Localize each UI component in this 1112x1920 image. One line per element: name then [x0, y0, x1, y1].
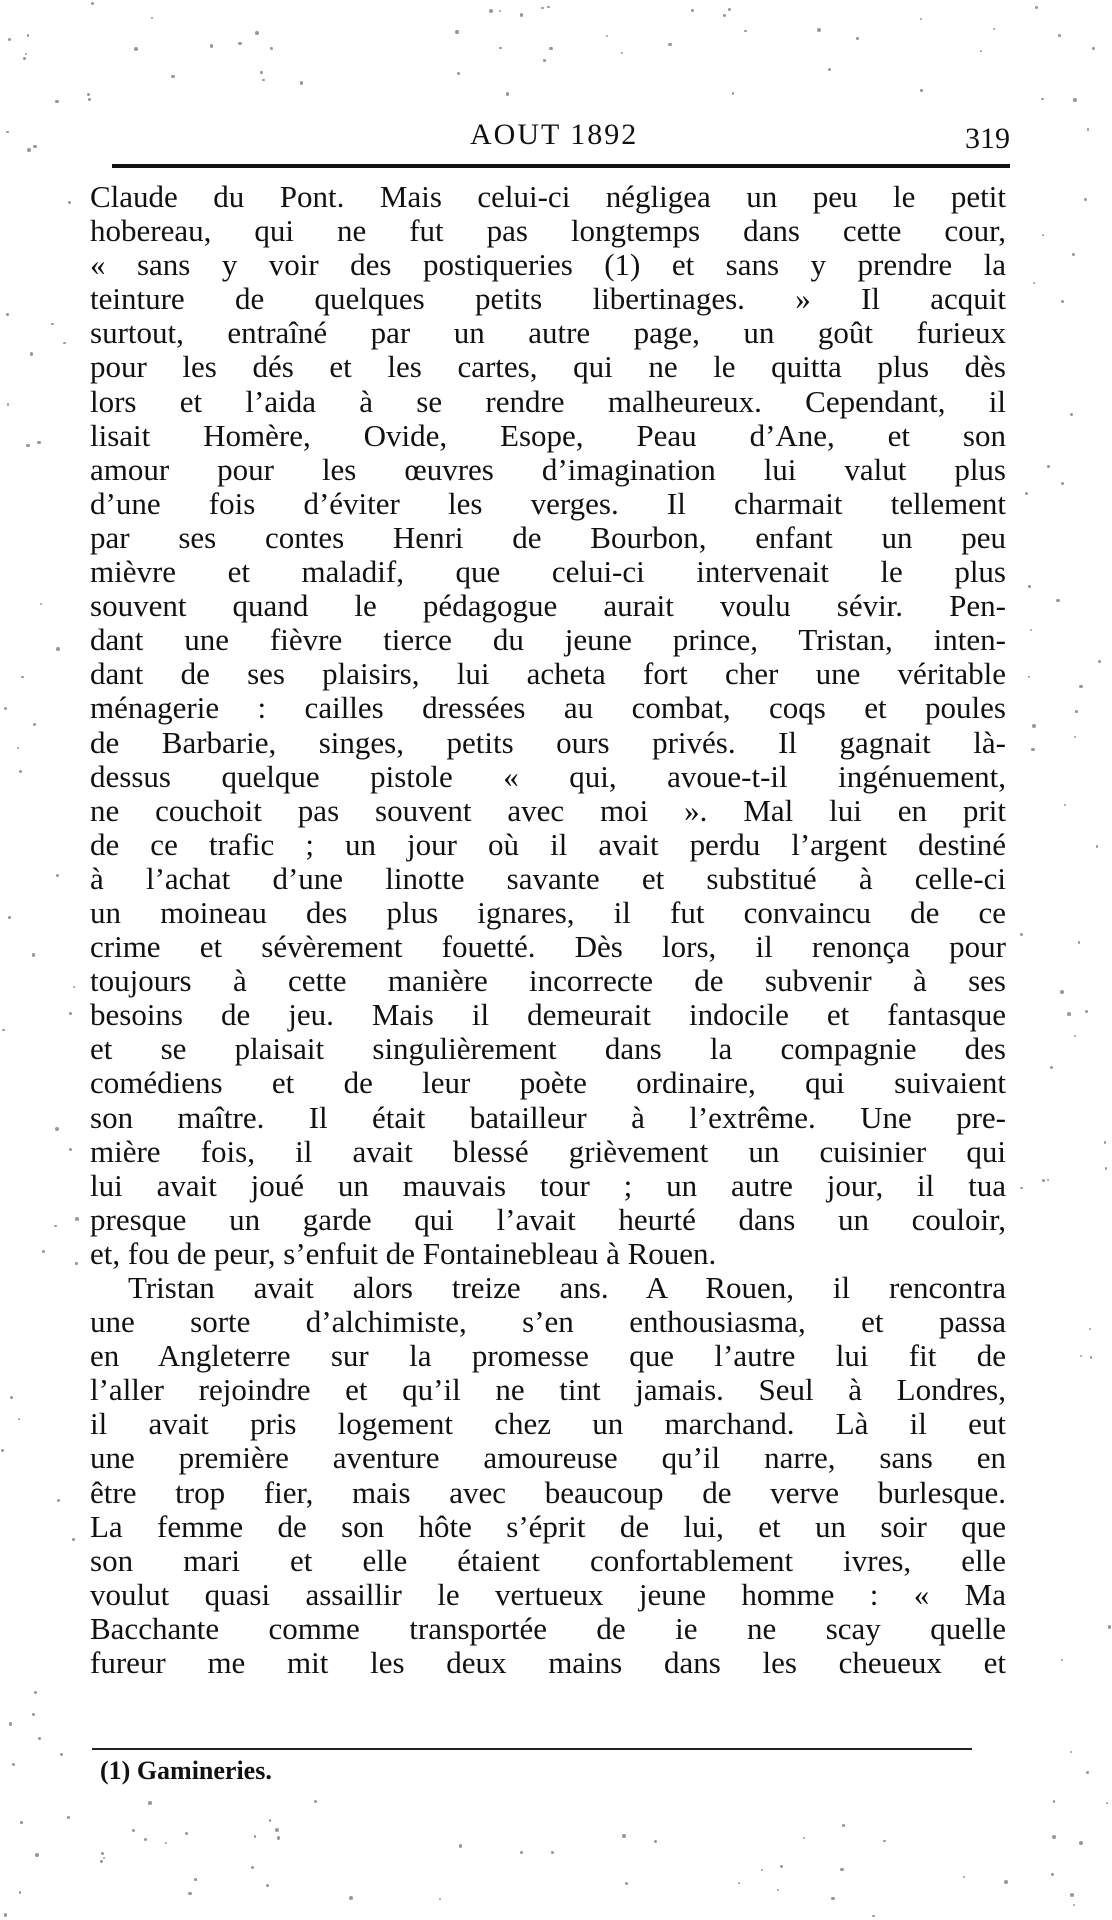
scan-speck: [1084, 198, 1087, 201]
text-line: La femme de son hôte s’éprit de lui, et un soir que: [90, 1508, 1006, 1544]
text-line: une sorte d’alchimiste, s’en enthousiasma, et passa: [90, 1304, 1006, 1340]
text-line: ménagerie : cailles dressées au combat, coqs et poules: [90, 690, 1006, 726]
scan-speck: [738, 1882, 740, 1884]
text-line: hobereau, qui ne fut pas longtemps dans cette cour,: [90, 213, 1006, 249]
scan-speck: [32, 1713, 35, 1716]
scan-speck: [439, 1898, 441, 1900]
scan-speck: [872, 1915, 874, 1917]
scan-speck: [723, 14, 725, 16]
scan-speck: [54, 1225, 57, 1228]
scan-speck: [1052, 1835, 1056, 1839]
text-line: pour les dés et les cartes, qui ne le quitta plus dès: [90, 349, 1006, 385]
scan-speck: [33, 145, 37, 149]
scan-speck: [499, 47, 502, 50]
scan-speck: [12, 1763, 15, 1766]
scan-speck: [1042, 234, 1045, 237]
scan-speck: [1073, 1904, 1075, 1906]
text-line: et se plaisait singulièrement dans la compagnie des: [90, 1031, 1006, 1067]
scan-speck: [26, 444, 29, 447]
text-line: souvent quand le pédagogue aurait voulu sévir. Pen-: [90, 588, 1006, 624]
scan-speck: [541, 7, 544, 10]
scan-speck: [40, 603, 42, 605]
scan-speck: [1092, 47, 1094, 49]
scan-speck: [455, 30, 459, 34]
scan-speck: [63, 342, 66, 345]
scan-speck: [520, 13, 524, 17]
scan-speck: [1073, 98, 1077, 102]
scan-speck: [37, 441, 40, 444]
text-line: une première aventure amoureuse qu’il narre, sans en: [90, 1440, 1006, 1476]
scan-speck: [269, 1819, 271, 1821]
scan-speck: [732, 92, 734, 94]
scan-speck: [963, 1876, 965, 1878]
scan-speck: [18, 1418, 21, 1421]
scan-speck: [27, 148, 31, 152]
scan-speck: [1028, 585, 1031, 588]
scan-speck: [777, 1889, 779, 1891]
scan-speck: [1070, 413, 1073, 416]
scan-speck: [254, 1835, 257, 1838]
text-line: mière fois, il avait blessé grièvement un cuisinier qui: [90, 1133, 1006, 1169]
scan-speck: [6, 313, 9, 316]
scan-speck: [744, 30, 746, 32]
scan-speck: [67, 1816, 70, 1819]
scan-speck: [1086, 1771, 1089, 1774]
text-line: en Angleterre sur la promesse que l’autre lui fit de: [90, 1338, 1006, 1374]
text-line: il avait pris logement chez un marchand. Là il eut: [90, 1406, 1006, 1442]
text-line: être trop fier, mais avec beaucoup de verve burlesque.: [90, 1474, 1006, 1510]
scan-speck: [73, 986, 75, 988]
scan-speck: [25, 53, 27, 55]
scan-speck: [4, 707, 7, 710]
scan-speck: [4, 1913, 7, 1916]
scan-speck: [30, 352, 33, 355]
scan-speck: [993, 28, 995, 30]
text-line: dant de ses plaisirs, lui acheta fort cher une véritable: [90, 656, 1006, 692]
scan-speck: [56, 874, 59, 877]
scan-speck: [165, 1842, 168, 1845]
scan-speck: [621, 52, 623, 54]
text-line: un moineau des plus ignares, il fut convaincu de ce: [90, 894, 1006, 930]
scan-speck: [543, 59, 545, 61]
running-title: AOUT 1892: [470, 118, 639, 151]
scan-speck: [920, 18, 922, 20]
scan-speck: [69, 1148, 72, 1151]
scan-speck: [1025, 492, 1028, 495]
scan-speck: [68, 201, 71, 204]
scan-speck: [1033, 282, 1036, 285]
scan-speck: [1, 1449, 4, 1452]
scan-speck: [499, 10, 501, 12]
scan-speck: [35, 1853, 39, 1857]
paragraph-start-line: Tristan avait alors treize ans. A Rouen, il rencontra: [128, 1270, 1006, 1305]
scan-speck: [20, 1821, 23, 1824]
scan-speck: [55, 100, 59, 104]
scan-speck: [277, 1836, 281, 1840]
text-line: voulut quasi assaillir le vertueux jeune homme : « Ma: [90, 1576, 1006, 1612]
scan-speck: [2, 1029, 5, 1032]
scan-speck: [1061, 1659, 1063, 1661]
text-line: fureur me mit les deux mains dans les cheueux et: [90, 1645, 1006, 1681]
scan-speck: [55, 1127, 59, 1131]
text-line: toujours à cette manière incorrecte de subvenir à ses: [90, 963, 1006, 999]
scan-speck: [1035, 6, 1039, 10]
scan-speck: [728, 8, 731, 11]
scan-speck: [920, 89, 922, 91]
scan-speck: [1051, 1873, 1055, 1877]
scan-speck: [57, 1499, 60, 1502]
scan-speck: [1079, 1841, 1083, 1845]
scan-speck: [457, 72, 460, 75]
scan-speck: [459, 1844, 463, 1848]
scan-speck: [8, 38, 11, 41]
scan-speck: [668, 43, 672, 47]
scan-speck: [255, 31, 259, 35]
scan-speck: [654, 1840, 657, 1843]
scan-speck: [1078, 941, 1080, 943]
scan-speck: [134, 47, 138, 51]
scan-speck: [262, 79, 264, 81]
scan-speck: [266, 1884, 269, 1887]
scan-speck: [1087, 128, 1090, 131]
scan-speck: [56, 647, 60, 651]
scan-speck: [75, 1262, 77, 1264]
scan-speck: [7, 403, 9, 405]
scan-speck: [1053, 1800, 1056, 1803]
text-line: lui avait joué un mauvais tour ; un autre jour, il tua: [90, 1167, 1006, 1203]
scan-speck: [1105, 1167, 1108, 1170]
scan-speck: [840, 1868, 844, 1872]
scan-speck: [489, 9, 493, 13]
scan-speck: [51, 323, 53, 325]
scan-speck: [828, 68, 831, 71]
scan-speck: [1085, 1010, 1088, 1013]
scan-speck: [1104, 1141, 1106, 1143]
text-line: lors et l’aida à se rendre malheureux. Cependant, il: [90, 383, 1006, 419]
footnote-rule: [92, 1748, 972, 1750]
scan-speck: [1064, 804, 1066, 806]
scan-speck: [1058, 34, 1061, 37]
scan-speck: [1056, 599, 1060, 603]
scan-speck: [148, 1801, 151, 1804]
scan-speck: [210, 44, 213, 47]
scan-speck: [803, 1837, 805, 1839]
text-line: crime et sévèrement fouetté. Dès lors, il renonça pour: [90, 929, 1006, 965]
scan-speck: [88, 98, 90, 100]
text-line: Bacchante comme transportée de ie ne scay quelle: [90, 1610, 1006, 1646]
scan-speck: [1090, 1356, 1093, 1359]
scan-speck: [1070, 1893, 1074, 1897]
scan-speck: [842, 1824, 845, 1827]
text-line: presque un garde qui l’avait heurté dans un couloir,: [90, 1201, 1006, 1237]
scan-speck: [38, 1737, 41, 1740]
scan-speck: [1075, 710, 1078, 713]
text-line: son mari et elle étaient confortablement ivres, elle: [90, 1542, 1006, 1578]
scan-speck: [691, 9, 694, 12]
scan-speck: [1098, 660, 1100, 662]
scan-speck: [1061, 300, 1064, 303]
scan-speck: [260, 71, 262, 73]
scan-speck: [831, 1897, 834, 1900]
scan-speck: [72, 1538, 75, 1541]
scan-speck: [622, 1834, 626, 1838]
scan-speck: [1032, 724, 1036, 728]
scan-speck: [883, 1840, 886, 1843]
scan-speck: [1061, 482, 1065, 486]
scan-speck: [547, 6, 550, 9]
scan-speck: [1047, 465, 1050, 468]
scan-speck: [101, 1852, 104, 1855]
scan-speck: [275, 1828, 279, 1832]
text-line: à l’achat d’une linotte savante et substitué à celle-ci: [90, 860, 1006, 896]
scan-speck: [856, 37, 859, 40]
text-line: ne couchoit pas souvent avec moi ». Mal lui en prit: [90, 792, 1006, 828]
scan-speck: [520, 1851, 523, 1854]
scan-speck: [19, 770, 22, 773]
scan-speck: [1096, 845, 1098, 847]
scan-speck: [980, 50, 982, 52]
scan-speck: [1070, 1751, 1072, 1753]
scan-speck: [194, 1878, 197, 1881]
text-line: besoins de jeu. Mais il demeurait indocile et fantasque: [90, 997, 1006, 1033]
text-line: et, fou de peur, s’enfuit de Fontainebleau à Rouen.: [90, 1235, 717, 1271]
text-line: de Barbarie, singes, petits ours privés. Il gagnait là-: [90, 724, 1006, 760]
text-line: lisait Homère, Ovide, Esope, Peau d’Ane, et son: [90, 417, 1006, 453]
scan-speck: [1089, 1328, 1091, 1330]
scan-speck: [1031, 748, 1035, 752]
scan-speck: [1079, 685, 1082, 688]
scan-speck: [42, 1250, 45, 1253]
scan-speck: [817, 28, 821, 32]
text-line: d’une fois d’éviter les verges. Il charmait tellement: [90, 485, 1006, 521]
text-line: mièvre et maladif, que celui-ci intervenait le plus: [90, 554, 1006, 590]
text-line: surtout, entraîné par un autre page, un goût furieux: [90, 315, 1006, 351]
scan-speck: [33, 723, 36, 726]
scan-speck: [185, 1832, 188, 1835]
scan-speck: [1060, 990, 1064, 994]
scan-speck: [549, 47, 553, 51]
text-line: de ce trafic ; un jour où il avait perdu l’argent destiné: [90, 826, 1006, 862]
scan-speck: [27, 34, 30, 37]
scan-speck: [1108, 1625, 1112, 1629]
text-line: l’aller rejoindre et qu’il ne tint jamais. Seul à Londres,: [90, 1372, 1006, 1408]
body-text: [90, 180, 1006, 1680]
text-line: dessus quelque pistole « qui, avoue-t-il ingénuement,: [90, 758, 1006, 794]
scan-speck: [171, 75, 174, 78]
text-line: amour pour les œuvres d’imagination lui valut plus: [90, 451, 1006, 487]
scan-speck: [144, 1838, 147, 1841]
scan-speck: [10, 1396, 14, 1400]
scan-speck: [23, 57, 26, 60]
scan-speck: [270, 47, 273, 50]
scan-speck: [6, 131, 8, 133]
scan-speck: [75, 1217, 79, 1221]
scan-speck: [1050, 1066, 1053, 1069]
scan-speck: [300, 81, 304, 85]
scan-speck: [238, 42, 241, 45]
scan-speck: [251, 1866, 254, 1869]
footnote: (1) Gamineries.: [100, 1756, 272, 1785]
scan-speck: [1047, 1179, 1049, 1181]
scan-speck: [780, 1865, 784, 1869]
scan-speck: [1074, 736, 1076, 738]
scan-speck: [1028, 676, 1030, 678]
scan-speck: [21, 676, 24, 679]
scan-speck: [1074, 1035, 1076, 1037]
scan-speck: [314, 1800, 317, 1803]
scan-speck: [1106, 1802, 1108, 1804]
scan-speck: [506, 92, 509, 95]
scan-speck: [1067, 1012, 1071, 1016]
scan-speck: [132, 1829, 135, 1832]
scan-speck: [1004, 1880, 1008, 1884]
scan-speck: [1080, 1355, 1082, 1357]
text-line: « sans y voir des postiqueries (1) et sans y prendre la: [90, 247, 1006, 283]
scan-speck: [1041, 98, 1044, 101]
scan-speck: [551, 1851, 554, 1854]
scan-speck: [17, 747, 19, 749]
scan-speck: [349, 1896, 353, 1900]
scan-speck: [1072, 253, 1075, 256]
header-rule: [112, 164, 1010, 168]
scan-speck: [1030, 629, 1032, 631]
text-line: comédiens et de leur poète ordinaire, qui suivaient: [90, 1065, 1006, 1101]
scan-speck: [32, 953, 35, 956]
scan-speck: [87, 93, 90, 96]
scan-speck: [8, 916, 11, 919]
text-line: teinture de quelques petits libertinages. » Il acquit: [90, 281, 1006, 317]
text-line: par ses contes Henri de Bourbon, enfant un peu: [90, 519, 1006, 555]
scan-speck: [69, 1012, 72, 1015]
text-line: dant une fièvre tierce du jeune prince, Tristan, inten-: [90, 622, 1006, 658]
text-line: son maître. Il était batailleur à l’extrême. Une pre-: [90, 1099, 1006, 1135]
scan-speck: [606, 35, 608, 37]
scan-speck: [34, 1691, 37, 1694]
scan-speck: [1042, 1179, 1045, 1182]
scan-speck: [761, 1869, 763, 1871]
scan-speck: [19, 1891, 22, 1894]
page-header: [110, 118, 1010, 162]
scan-speck: [151, 17, 153, 19]
scan-speck: [103, 1857, 105, 1859]
scan-speck: [60, 1753, 63, 1756]
text-line: Claude du Pont. Mais celui-ci négligea un peu le petit: [90, 179, 1006, 214]
scan-speck: [1020, 1187, 1022, 1189]
scan-speck: [188, 1892, 191, 1895]
scan-speck: [100, 1860, 102, 1862]
page-number: 319: [965, 122, 1010, 155]
scan-speck: [91, 2, 94, 5]
scan-speck: [9, 1722, 12, 1725]
scan-speck: [1020, 933, 1023, 936]
scan-speck: [625, 1882, 628, 1885]
